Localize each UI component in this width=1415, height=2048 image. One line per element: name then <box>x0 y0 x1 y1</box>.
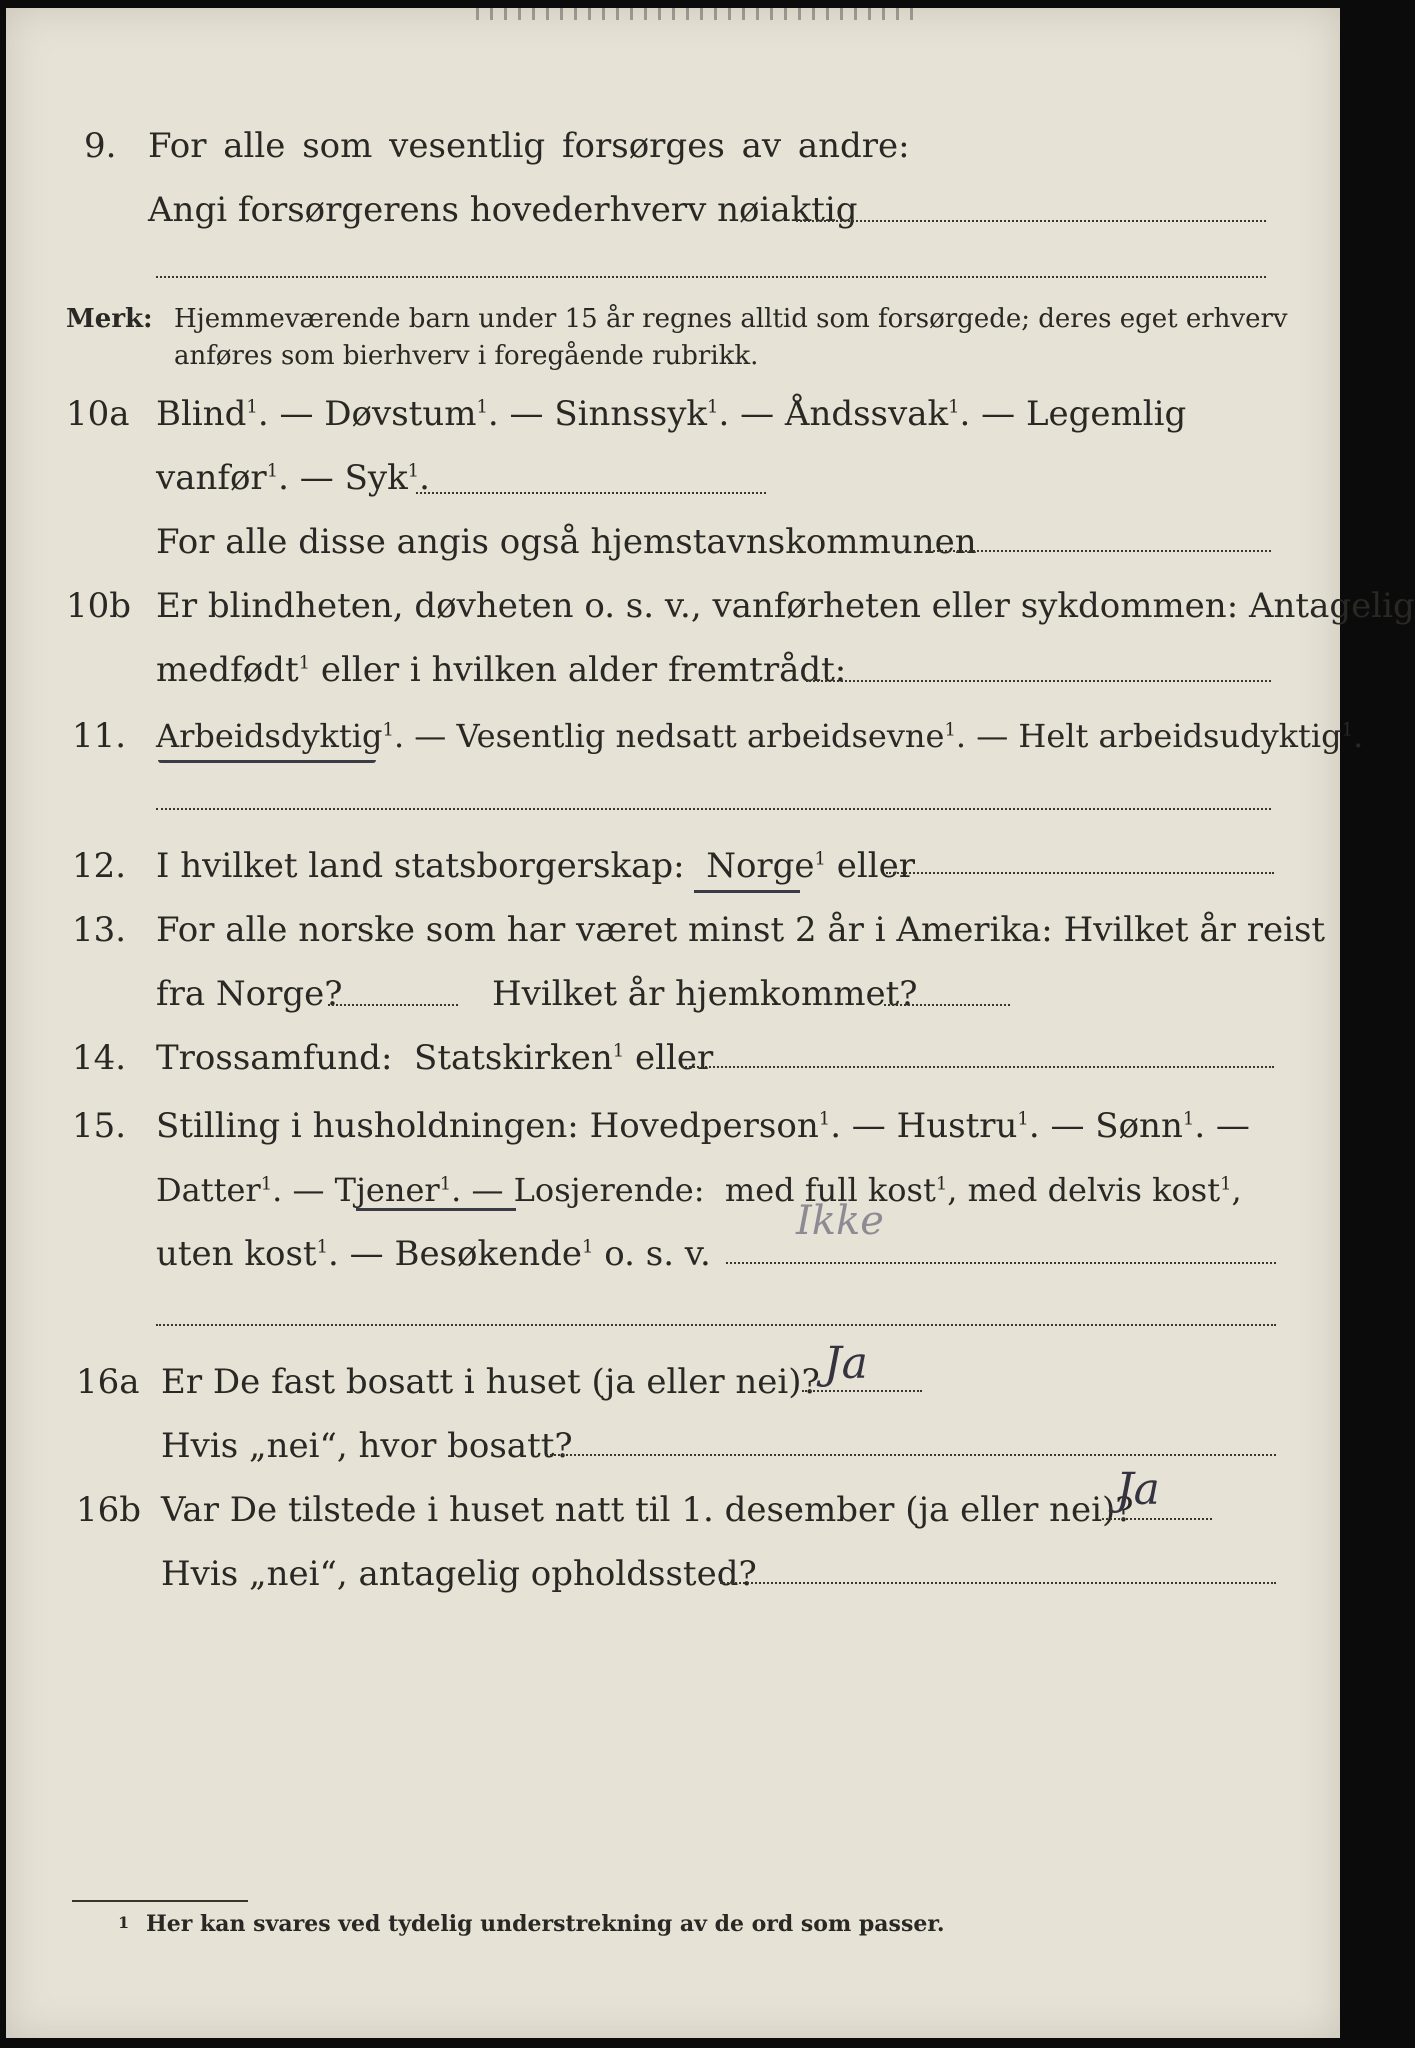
item-15-number: 15. <box>72 1106 127 1146</box>
item-12-answer-line <box>886 872 1274 874</box>
item-10a-line1: Blind$^1$. — Døvstum$^1$. — Sinnssyk$^1$. — Åndssvak$^1$. — Legemlig <box>156 394 1187 434</box>
item-15-handwriting-faint: Ikke <box>796 1198 884 1244</box>
merk-label: Merk: <box>66 304 153 334</box>
item-13-number: 13. <box>72 910 127 950</box>
item-16a-handwritten-answer: Ja <box>824 1338 868 1389</box>
item-16a-number: 16a <box>76 1362 140 1402</box>
item-9-answer-line <box>796 220 1266 222</box>
item-16b-handwritten-answer: Ja <box>1116 1464 1160 1515</box>
item-11-line: Arbeidsdyktig$^1$. — Vesentlig nedsatt arbeidsevne$^1$. — Helt arbeidsudyktig$^1$. <box>156 717 1364 755</box>
merk-line2: anføres som bierhverv i foregående rubrikk. <box>174 341 759 371</box>
merk-line1: Hjemmeværende barn under 15 år regnes alltid som forsørgede; deres eget erhverv <box>174 304 1288 334</box>
item-11-underline-arbeidsdyktig <box>158 760 376 763</box>
item-9-number: 9. <box>84 126 117 166</box>
item-16b-opholdssted-line <box>720 1582 1276 1584</box>
item-15-line3: uten kost$^1$. — Besøkende$^1$ o. s. v. <box>156 1234 711 1274</box>
item-10b-line1: Er blindheten, døvheten o. s. v., vanførheten eller sykdommen: Antagelig <box>156 586 1415 626</box>
item-15-line2: Datter$^1$. — Tjener$^1$. — Losjerende: med full kost$^1$, med delvis kost$^1$, <box>156 1171 1242 1209</box>
item-9-answer-line-2 <box>156 276 1266 278</box>
item-11-number: 11. <box>72 716 127 756</box>
item-10b-number: 10b <box>66 586 132 626</box>
item-13-reist-line <box>328 1004 458 1006</box>
item-15-underline-tjener <box>356 1208 516 1211</box>
item-10a-number: 10a <box>66 394 130 434</box>
top-edge-marks <box>476 8 916 20</box>
census-form-page <box>6 8 1415 2038</box>
item-10a-line3: For alle disse angis også hjemstavnskommunen <box>156 522 977 562</box>
item-12-line: I hvilket land statsborgerskap: Norge$^1$ eller <box>156 846 916 886</box>
item-15-line1: Stilling i husholdningen: Hovedperson$^1$. — Hustru$^1$. — Sønn$^1$. — <box>156 1106 1250 1146</box>
item-13-line2a: fra Norge? <box>156 974 343 1014</box>
item-10b-answer-line <box>806 680 1271 682</box>
item-12-number: 12. <box>72 846 127 886</box>
item-16a-line1: Er De fast bosatt i huset (ja eller nei)? <box>161 1362 820 1402</box>
item-14-answer-line <box>682 1066 1274 1068</box>
item-14-number: 14. <box>72 1038 127 1078</box>
item-16b-line1: Var De tilstede i huset natt til 1. desember (ja eller nei)? <box>161 1490 1134 1530</box>
item-10a-hjemstavn-line <box>926 550 1271 552</box>
footnote-marker: 1 <box>118 1913 130 1932</box>
item-9-line1: For alle som vesentlig forsørges av andre: <box>148 126 910 166</box>
footnote-rule <box>72 1900 248 1902</box>
item-10a-line2: vanfør$^1$. — Syk$^1$. <box>156 458 430 498</box>
item-13-line2b: Hvilket år hjemkommet? <box>492 974 918 1014</box>
footnote-text: Her kan svares ved tydelig understrekning av de ord som passer. <box>146 1911 945 1937</box>
item-15-answer-line <box>726 1262 1276 1264</box>
item-11-answer-line <box>156 808 1271 810</box>
item-9-line2: Angi forsørgerens hovederhverv nøiaktig <box>148 190 858 230</box>
item-14-line: Trossamfund: Statskirken$^1$ eller <box>156 1038 714 1078</box>
item-13-hjemkommet-line <box>884 1004 1010 1006</box>
item-16b-line2: Hvis „nei“, antagelig opholdssted? <box>161 1554 757 1594</box>
item-16b-number: 16b <box>76 1490 142 1530</box>
item-16a-answer-line <box>802 1390 922 1392</box>
item-10a-answer-line <box>416 492 766 494</box>
item-16b-answer-line <box>1102 1518 1212 1520</box>
item-10b-line2: medfødt$^1$ eller i hvilken alder fremtrådt: <box>156 650 847 690</box>
item-16a-line2: Hvis „nei“, hvor bosatt? <box>161 1426 573 1466</box>
item-12-underline-norge <box>694 890 800 893</box>
item-16a-bosatt-line <box>546 1454 1276 1456</box>
item-15-answer-line-2 <box>156 1324 1276 1326</box>
item-13-line1: For alle norske som har været minst 2 år i Amerika: Hvilket år reist <box>156 910 1326 950</box>
